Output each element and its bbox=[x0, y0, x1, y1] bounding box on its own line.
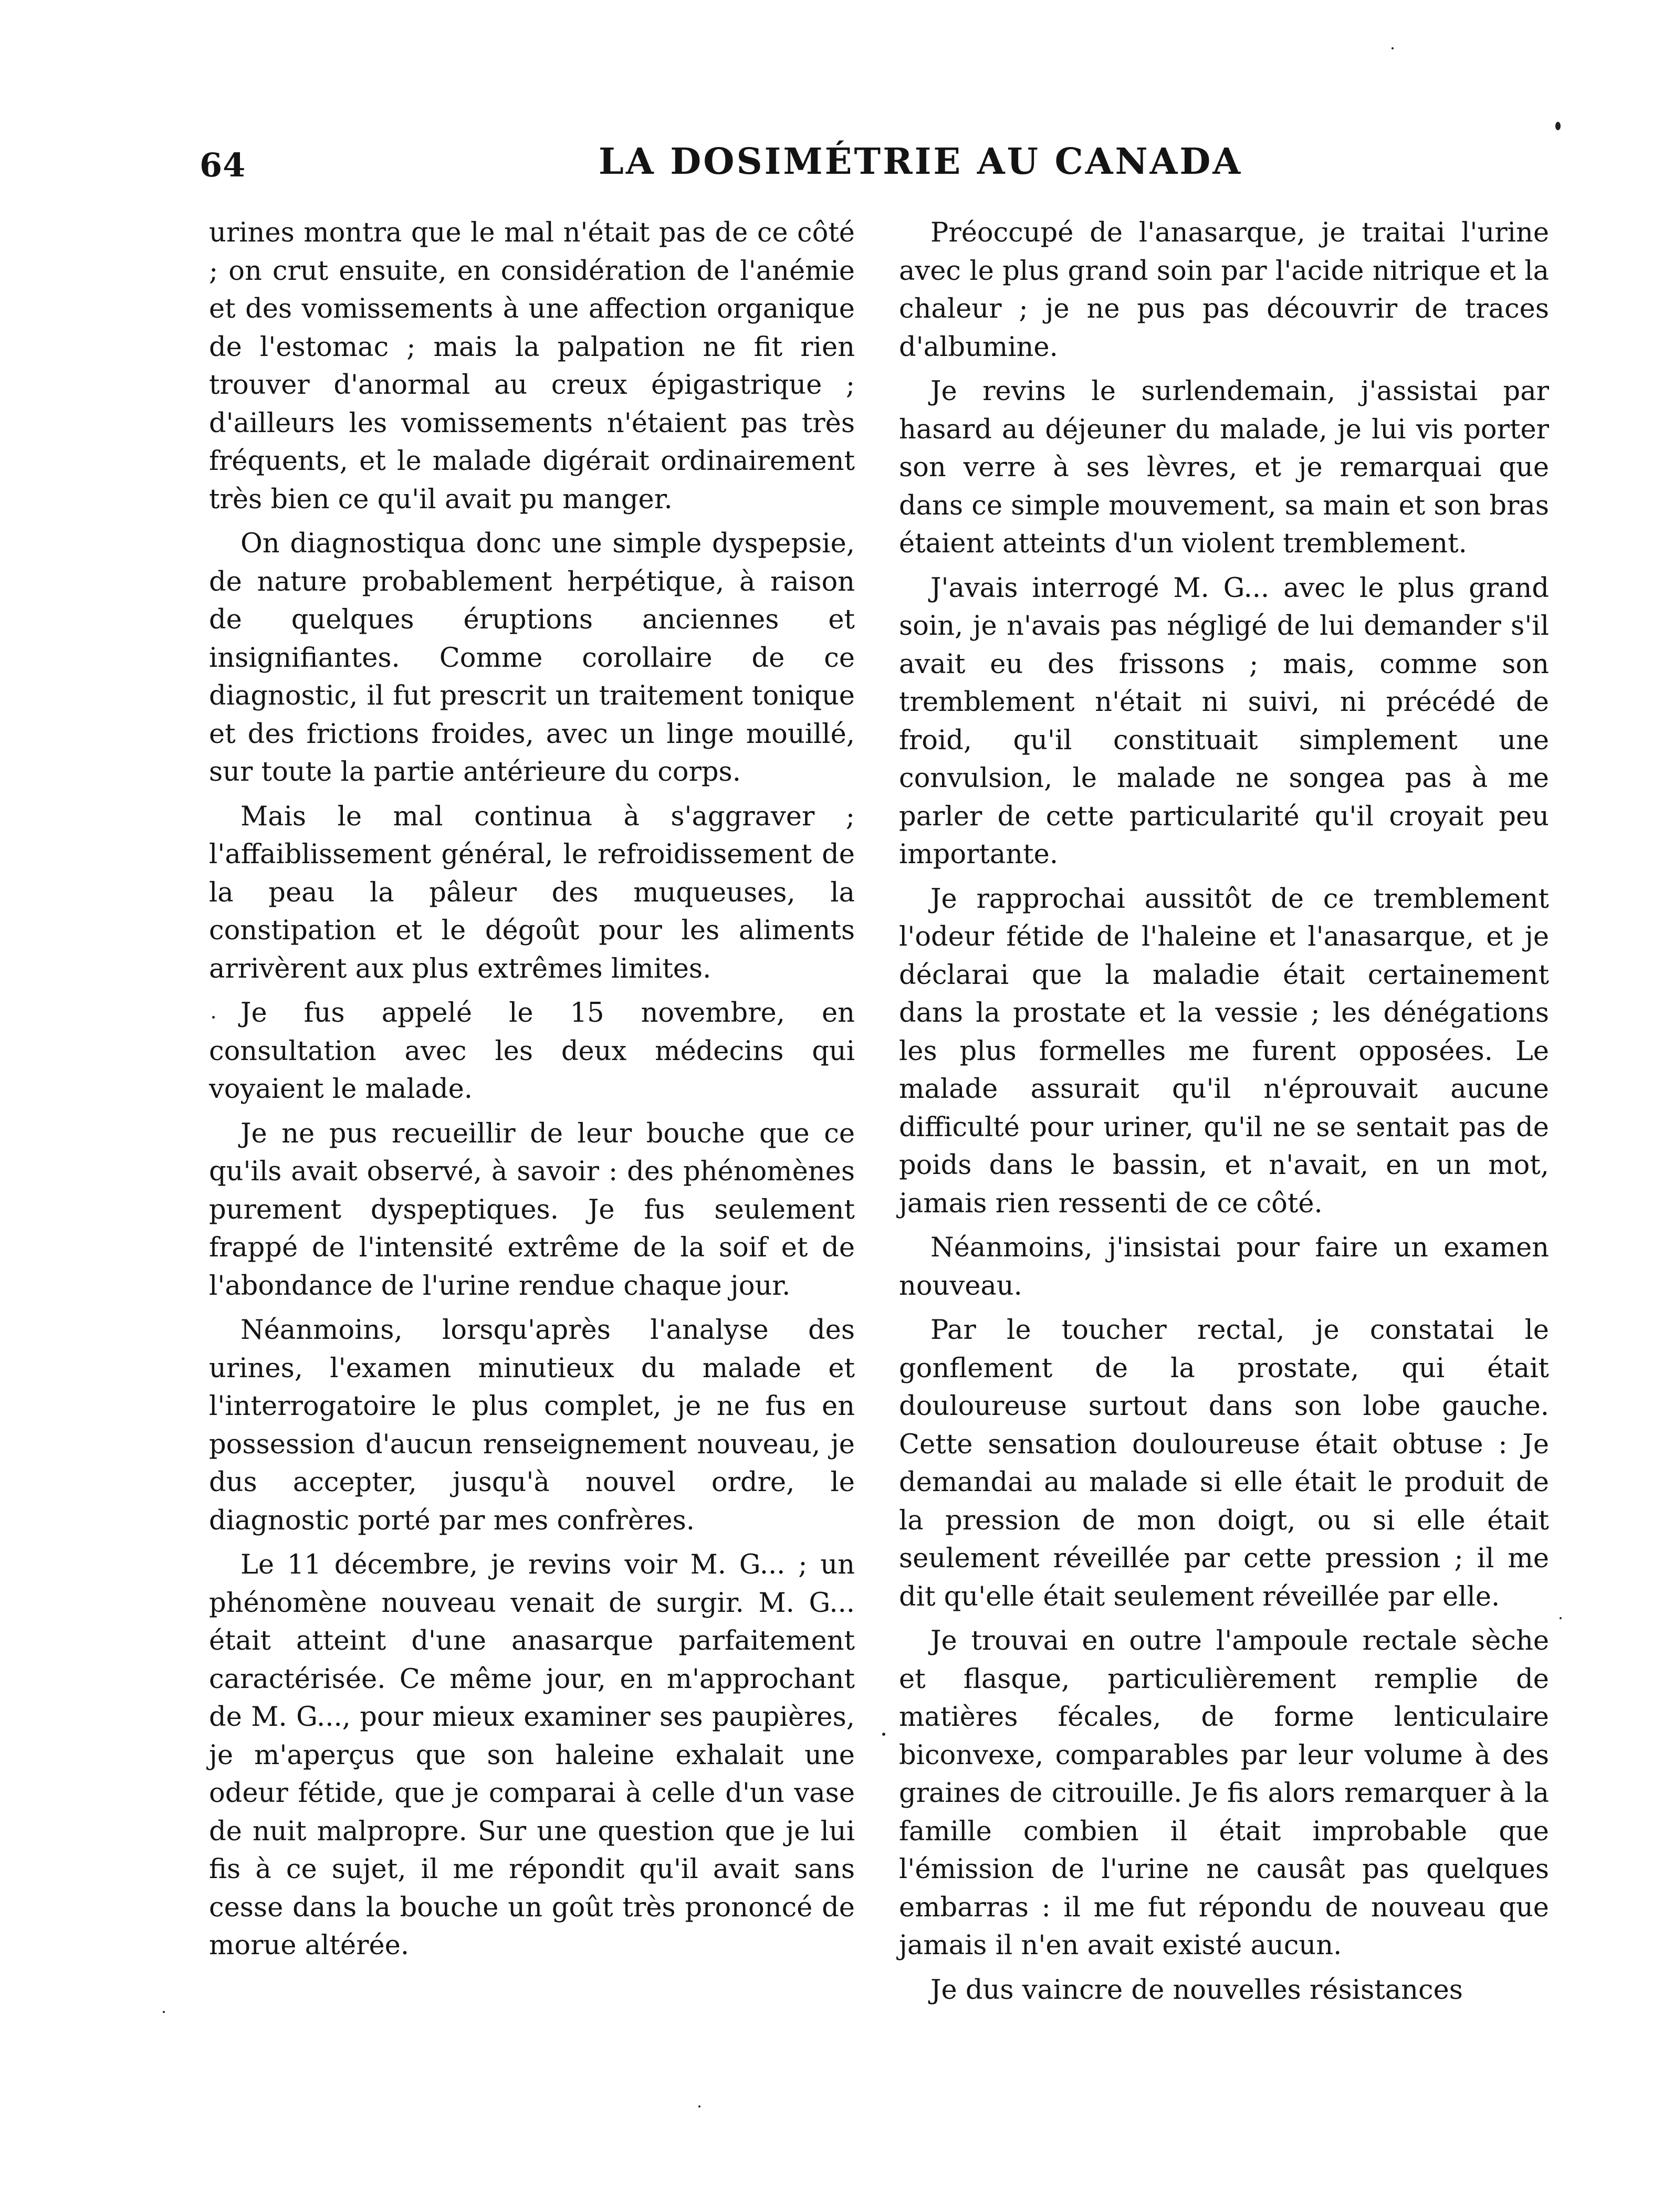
paragraph: Le 11 décembre, je revins voir M. G... ; un phénomène nouveau venait de surgir. M. G... était atteint d'une anasarque parfaitement caractérisée. Ce même jour, en m'approchant de M. G..., pour mieux examiner ses paupières, je m'aperçus que son haleine exhalait une odeur fétide, que je comparai à celle d'un vase de nuit malpropre. Sur une question que je lui fis à ce sujet, il me répondit qu'il avait sans cesse dans la bouche un goût très prononcé de morue altérée. bbox=[209, 1549, 855, 1961]
scan-speck bbox=[1555, 122, 1561, 130]
paragraph: Néanmoins, lorsqu'après l'analyse des urines, l'examen minutieux du malade et l'interrogatoire le plus complet, je ne fus en possession d'aucun renseignement nouveau, je dus accepter, jusqu'à nouvel ordre, le diagnostic porté par mes confrères. bbox=[209, 1315, 855, 1536]
paragraph: Préoccupé de l'anasarque, je traitai l'urine avec le plus grand soin par l'acide nitrique et la chaleur ; je ne pus pas découvrir de traces d'albumine. bbox=[899, 217, 1549, 363]
paragraph: On diagnostiqua donc une simple dyspepsie, de nature probablement herpétique, à raison de quelques éruptions anciennes et insignifiantes. Comme corollaire de ce diagnostic, il fut prescrit un traitement tonique et des frictions froides, avec un linge mouillé, sur toute la partie antérieure du corps. bbox=[209, 528, 855, 788]
running-head bbox=[200, 141, 1549, 188]
paragraph: Par le toucher rectal, je constatai le gonflement de la prostate, qui était douloureuse surtout dans son lobe gauche. Cette sensation douloureuse était obtuse : Je demandai au malade si elle était le produit de la pression de mon doigt, ou si elle était seulement réveillée par cette pression ; il me dit qu'elle était seulement réveillée par elle. bbox=[899, 1315, 1549, 1612]
paragraph: Néanmoins, j'insistai pour faire un examen nouveau. bbox=[899, 1232, 1549, 1302]
scan-speck bbox=[698, 2105, 700, 2108]
paragraph: Je dus vaincre de nouvelles résistances bbox=[930, 1974, 1463, 2006]
paragraph: J'avais interrogé M. G... avec le plus grand soin, je n'avais pas négligé de lui demander s'il avait eu des frissons ; mais, comme son tremblement n'était ni suivi, ni précédé de froid, qu'il constituait simplement une convulsion, le malade ne songea pas à me parler de cette particularité qu'il croyait peu importante. bbox=[899, 572, 1549, 870]
paragraph: Je ne pus recueillir de leur bouche que ce qu'ils avait observé, à savoir : des phénomènes purement dyspeptiques. Je fus seulement frappé de l'intensité extrême de la soif et de l'abondance de l'urine rendue chaque jour. bbox=[209, 1118, 855, 1302]
left-column bbox=[209, 214, 855, 1965]
scan-speck bbox=[1392, 47, 1394, 49]
scan-speck bbox=[212, 1016, 215, 1019]
page-number: 64 bbox=[200, 146, 246, 184]
paragraph: Mais le mal continua à s'aggraver ; l'affaiblissement général, le refroidissement de la peau la pâleur des muqueuses, la constipation et le dégoût pour les aliments arrivèrent aux plus extrêmes limites. bbox=[209, 801, 855, 984]
paragraph: Je trouvai en outre l'ampoule rectale sèche et flasque, particulièrement remplie de matières fécales, de forme lenticulaire biconvexe, comparables par leur volume à des graines de citrouille. Je fis alors remarquer à la famille combien il était improbable que l'émission de l'urine ne causât pas quelques embarras : il me fut répondu de nouveau que jamais il n'en avait existé aucun. bbox=[899, 1626, 1549, 1961]
scan-speck bbox=[163, 2011, 165, 2013]
running-title: LA DOSIMÉTRIE AU CANADA bbox=[599, 141, 1243, 183]
scan-speck bbox=[1560, 1617, 1562, 1619]
paragraph: Je fus appelé le 15 novembre, en consultation avec les deux médecins qui voyaient le malade. bbox=[209, 998, 855, 1105]
paragraph: Je revins le surlendemain, j'assistai par hasard au déjeuner du malade, je lui vis porter son verre à ses lèvres, et je remarquai que dans ce simple mouvement, sa main et son bras étaient atteints d'un violent tremblement. bbox=[899, 376, 1549, 559]
paragraph: Je rapprochai aussitôt de ce tremblement l'odeur fétide de l'haleine et l'anasarque, et je déclarai que la maladie était certainement dans la prostate et la vessie ; les dénégations les plus formelles me furent opposées. Le malade assurait qu'il n'éprouvait aucune difficulté pour uriner, qu'il ne se sentait pas de poids dans le bassin, et n'avait, en un mot, jamais rien ressenti de ce côté. bbox=[899, 883, 1549, 1219]
paragraph: urines montra que le mal n'était pas de ce côté ; on crut ensuite, en considération de l'anémie et des vomissements à une affection organique de l'estomac ; mais la palpation ne fit rien trouver d'anormal au creux épigastrique ; d'ailleurs les vomissements n'étaient pas très fréquents, et le malade digérait ordinairement très bien ce qu'il avait pu manger. bbox=[209, 217, 855, 515]
right-column bbox=[899, 214, 1549, 2009]
scan-speck bbox=[882, 1733, 885, 1736]
